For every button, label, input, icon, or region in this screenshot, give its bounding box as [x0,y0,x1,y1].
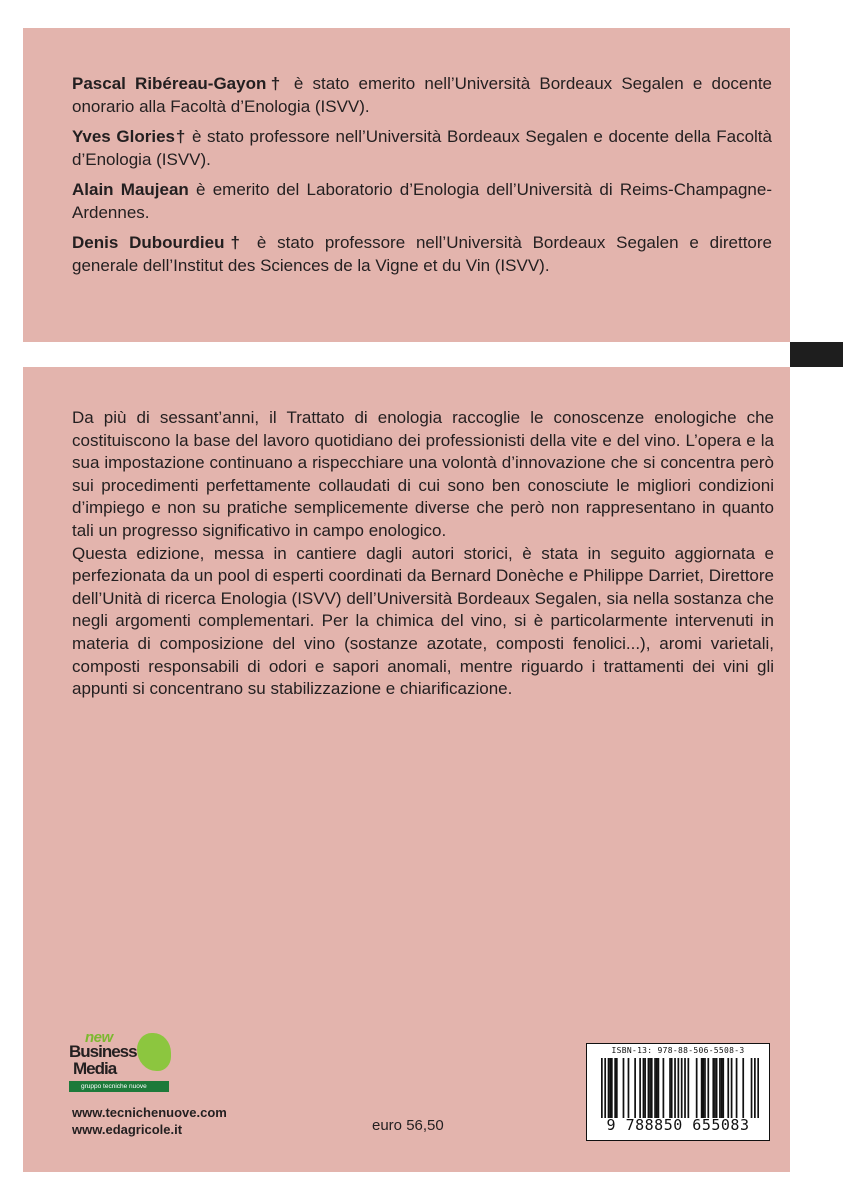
barcode-bar [712,1058,714,1118]
barcode-bar [727,1058,729,1118]
author-bio-panel [23,28,790,342]
barcode-bar [654,1058,656,1118]
barcode-bar [701,1058,703,1118]
isbn-barcode [586,1043,770,1141]
barcode-bar [656,1058,658,1118]
logo-new-text: new [85,1029,113,1046]
website-link[interactable]: www.tecnichenuove.com [72,1105,227,1120]
barcode-bar [757,1058,759,1118]
author-description: è stato professore nell’Università Bordeaux Segalen e docente della Facoltà d’Enologia (ISVV). [72,127,772,169]
barcode-bar [616,1058,618,1118]
isbn-label: ISBN-13: 978-88-506-5508-3 [611,1046,745,1055]
logo-media-text: Media [73,1059,117,1078]
barcode-bar [609,1058,611,1118]
barcode-bar [714,1058,716,1118]
barcode-bar [628,1058,630,1118]
barcode-bar [696,1058,698,1118]
barcode-bar [658,1058,660,1118]
barcode-bar [742,1058,744,1118]
barcode-bar [702,1058,704,1118]
author-name: Pascal Ribéreau-Gayon† [72,74,285,93]
barcode-bar [707,1058,709,1118]
barcode-digits: 9 788850 655083 [606,1116,750,1134]
description-paragraph: Questa edizione, messa in cantiere dagli autori storici, è stata in seguito aggiornata e perfezionata da un pool di esperti coordinati da Bernard Donèche e Philippe Darriet, Direttore dell’Unità di ricerca Enologia (ISVV) dell’Università Bordeaux Segalen, sia nella sostanza che negli argomenti complementari. Per la chimica del vino, si è particolarmente intervenuti in materia di composizione del vino (sostanze azotate, composti fenolici...), aromi varietali, composti responsabili di odori e sapori anomali, mentre riguardo i trattamenti dei vini gli appunti si concentrano su stabilizzazione e chiarificazione. [72,543,774,699]
barcode-bar [751,1058,753,1118]
price-label: euro 56,50 [372,1117,444,1134]
barcode-bar [687,1058,689,1118]
barcode-bar [722,1058,724,1118]
barcode-bar [644,1058,646,1118]
logo-green-shape [137,1033,171,1071]
new-business-media-logo [69,1029,179,1095]
barcode-bar [623,1058,625,1118]
barcode-bar [604,1058,606,1118]
author-description: è stato emerito nell’Università Bordeaux Segalen e docente onorario alla Facoltà d’Enologia (ISVV). [72,74,772,116]
barcode-bar [681,1058,683,1118]
barcode-bar [716,1058,718,1118]
barcode-bar [721,1058,723,1118]
barcode-bar [643,1058,645,1118]
barcode-bar [663,1058,665,1118]
barcode-bar [704,1058,706,1118]
barcode-bars [601,1058,759,1118]
barcode-bar [674,1058,676,1118]
barcode-bar [736,1058,738,1118]
barcode-bar [649,1058,651,1118]
barcode-bar [648,1058,650,1118]
barcode-bar [684,1058,686,1118]
author-name: Yves Glories† [72,127,187,146]
author-name: Denis Dubourdieu† [72,233,247,252]
barcode-bar [754,1058,756,1118]
barcode-bar [671,1058,673,1118]
book-description [72,407,774,701]
author-bios [72,73,772,285]
description-panel [23,367,790,1172]
author-bio [72,179,772,224]
barcode-bar [634,1058,636,1118]
barcode-bar [601,1058,603,1118]
barcode-bar [669,1058,671,1118]
barcode-bar [651,1058,653,1118]
logo-group-bar: gruppo tecniche nuove [69,1081,169,1092]
author-description: è emerito del Laboratorio d’Enologia dell’Università di Reims-Champagne-Ardennes. [72,180,772,222]
author-description: è stato professore nell’Università Bordeaux Segalen e direttore generale dell’Institut des Sciences de la Vigne et du Vin (ISVV). [72,233,772,275]
barcode-bar [678,1058,680,1118]
author-bio [72,126,772,171]
spine-tab-marker [790,342,843,367]
barcode-bar [614,1058,616,1118]
description-paragraph: Da più di sessant’anni, il Trattato di enologia raccoglie le conoscenze enologiche che costituiscono la base del lavoro quotidiano dei professionisti della vite e del vino. L’opera e la sua impostazione continuano a rispecchiare una volontà d’innovazione che si concentra però sui procedimenti perfettamente collaudati di cui sono ben conosciute le migliori condizioni d’impiego e non su pratiche semplicemente diverse che però non rappresentano in quanto tali un progresso significativo in campo enologico. [72,408,774,540]
website-link[interactable]: www.edagricole.it [72,1122,183,1137]
author-bio [72,232,772,277]
barcode-bar [608,1058,610,1118]
barcode-bar [719,1058,721,1118]
author-name: Alain Maujean [72,180,189,199]
barcode-bar [731,1058,733,1118]
author-bio [72,73,772,118]
barcode-bar [639,1058,641,1118]
logo-business-text: Business [69,1042,137,1061]
publisher-websites [72,1104,227,1138]
barcode-bar [611,1058,613,1118]
